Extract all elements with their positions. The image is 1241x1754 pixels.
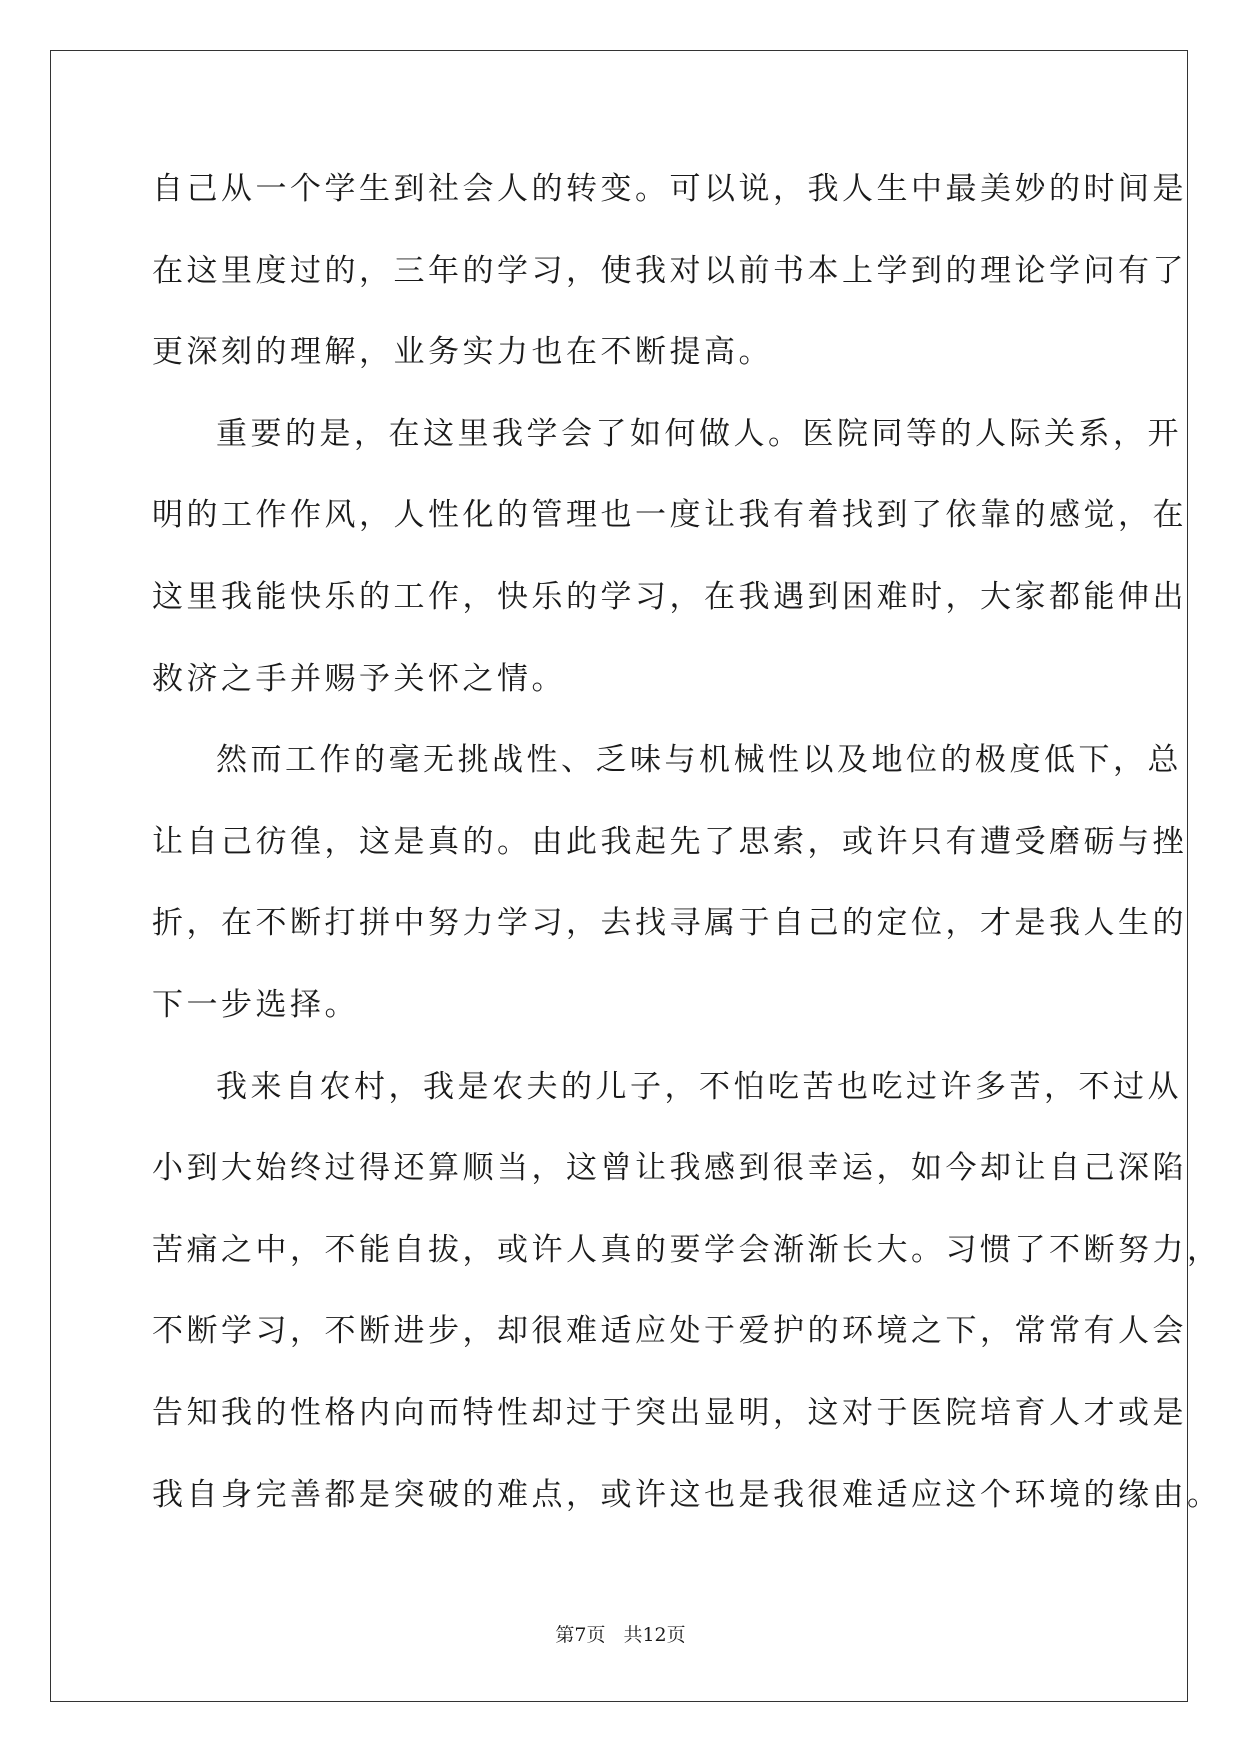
text-line: 在这里度过的，三年的学习，使我对以前书本上学到的理论学问有了 [152,252,1187,289]
text-line: 自己从一个学生到社会人的转变。可以说，我人生中最美妙的时间是 [152,171,1187,207]
text-line: 我自身完善都是突破的难点，或许这也是我很难适应这个环境的缘由。 [152,1476,1222,1513]
text-line: 不断学习，不断进步，却很难适应处于爱护的环境之下，常常有人会 [152,1313,1187,1350]
document-body [152,160,1222,1547]
text-line: 我来自农村，我是农夫的儿子，不怕吃苦也吃过许多苦，不过从 [216,1068,1182,1105]
text-line: 这里我能快乐的工作，快乐的学习，在我遇到困难时，大家都能伸出 [152,578,1187,615]
text-line: 救济之手并赐予关怀之情。 [152,660,566,697]
text-line: 更深刻的理解，业务实力也在不断提高。 [152,334,773,371]
text-line: 折，在不断打拼中努力学习，去找寻属于自己的定位，才是我人生的 [152,905,1187,942]
page-number-label: 第7页 [555,1624,606,1646]
text-line: 让自己彷徨，这是真的。由此我起先了思索，或许只有遭受磨砺与挫 [152,823,1187,860]
page-total-label: 共12页 [623,1624,686,1646]
page-footer [0,1620,1241,1647]
text-line: 然而工作的毫无挑战性、乏味与机械性以及地位的极度低下，总 [216,742,1182,779]
text-line: 小到大始终过得还算顺当，这曾让我感到很幸运，如今却让自己深陷 [152,1150,1187,1187]
text-line: 明的工作作风，人性化的管理也一度让我有着找到了依靠的感觉，在 [152,497,1187,534]
text-line: 重要的是，在这里我学会了如何做人。医院同等的人际关系，开 [216,415,1182,452]
text-line: 下一步选择。 [152,986,359,1023]
text-line: 苦痛之中，不能自拔，或许人真的要学会渐渐长大。习惯了不断努力， [152,1231,1222,1268]
text-line: 告知我的性格内向而特性却过于突出显明，这对于医院培育人才或是 [152,1394,1187,1431]
